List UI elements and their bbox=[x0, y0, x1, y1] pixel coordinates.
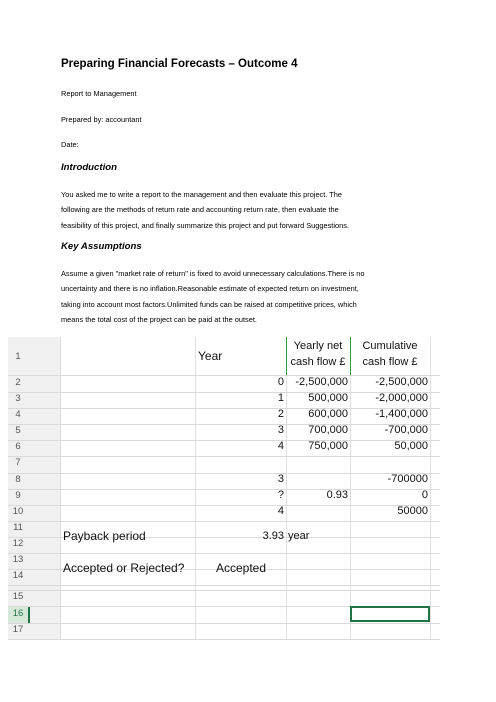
assumptions-paragraph bbox=[61, 266, 433, 327]
yearly-header-line1: Yearly net bbox=[293, 340, 343, 352]
row-gridline bbox=[8, 521, 440, 522]
yearly-header-line2: cash flow £ bbox=[290, 356, 346, 368]
cumulative-cell: 50,000 bbox=[394, 440, 428, 452]
row-number: 14 bbox=[12, 570, 24, 581]
intro-line: feasibility of this project, and finally summarize this project and put forward Suggestions. bbox=[61, 220, 349, 230]
intro-line: You asked me to write a report to the management and then evaluate this project. The bbox=[61, 190, 343, 199]
row-number: 12 bbox=[12, 538, 24, 549]
row-number: 15 bbox=[12, 591, 24, 602]
cumulative-cell: -2,000,000 bbox=[375, 392, 428, 404]
row-number: 16 bbox=[12, 608, 24, 619]
row-gridline bbox=[8, 553, 440, 554]
introduction-paragraph bbox=[61, 187, 433, 233]
cumulative-cell: -1,400,000 bbox=[375, 408, 428, 420]
yearly-cell: 600,000 bbox=[308, 408, 348, 420]
row-number: 13 bbox=[12, 554, 24, 565]
calc-year-cell: 4 bbox=[277, 505, 284, 517]
decision-label: Accepted or Rejected? bbox=[63, 561, 185, 575]
yearly-cell: 750,000 bbox=[308, 440, 348, 452]
year-cell: 3 bbox=[277, 424, 284, 436]
cumulative-header-line2: cash flow £ bbox=[362, 356, 418, 368]
row-number: 6 bbox=[15, 441, 21, 452]
decision-value: Accepted bbox=[216, 561, 267, 575]
payback-value: 3.93 bbox=[262, 530, 284, 542]
row-gridline bbox=[8, 623, 440, 624]
year-cell: 2 bbox=[277, 408, 284, 420]
assumption-line: Assume a given "market rate of return" is fixed to avoid unnecessary calculations.There is no bbox=[61, 269, 365, 278]
payback-unit: year bbox=[288, 530, 310, 542]
year-cell: 0 bbox=[277, 376, 284, 388]
row-number: 7 bbox=[15, 457, 21, 468]
introduction-heading: Introduction bbox=[61, 162, 117, 173]
row-number: 9 bbox=[15, 490, 21, 501]
row-gridline bbox=[8, 590, 440, 591]
cumulative-header-line1: Cumulative bbox=[362, 340, 418, 352]
row-gridline bbox=[8, 456, 440, 457]
prepared-by-line: Prepared by: accountant bbox=[61, 115, 142, 124]
cumulative-cell: -2,500,000 bbox=[375, 376, 428, 388]
row-number: 3 bbox=[15, 393, 21, 404]
row-gridline bbox=[8, 585, 440, 586]
row-number: 5 bbox=[15, 425, 21, 436]
year-cell: 4 bbox=[277, 440, 284, 452]
yearly-cell: 700,000 bbox=[308, 424, 348, 436]
intro-line: following are the methods of return rate and accounting return rate, then evaluate the bbox=[61, 205, 339, 215]
spreadsheet-image bbox=[8, 337, 440, 640]
row-number: 10 bbox=[12, 506, 24, 517]
calc-cumulative-cell: 0 bbox=[421, 489, 428, 501]
cumulative-cell: -700,000 bbox=[384, 424, 428, 436]
assumption-line: means the total cost of the project can be paid at the outset. bbox=[61, 314, 257, 324]
calc-cumulative-cell: 50000 bbox=[397, 505, 428, 517]
calc-fraction-cell: 0.93 bbox=[326, 489, 348, 501]
assumption-line: uncertainty and there is no inflation.Reasonable estimate of expected return on investment, bbox=[61, 284, 359, 294]
row-number: 2 bbox=[15, 377, 21, 388]
assumption-line: taking into account most factors.Unlimited funds can be raised at competitive prices, which bbox=[61, 299, 357, 309]
row-number: 8 bbox=[15, 474, 21, 485]
row-gridline bbox=[8, 639, 440, 640]
row-number: 1 bbox=[15, 351, 21, 362]
yearly-cell: 500,000 bbox=[308, 392, 348, 404]
active-cell-selection bbox=[350, 606, 430, 622]
row-number: 17 bbox=[12, 624, 24, 635]
row-number: 4 bbox=[15, 409, 21, 420]
row-number: 11 bbox=[13, 522, 23, 533]
calc-year-cell: ? bbox=[277, 489, 284, 501]
date-line: Date: bbox=[61, 140, 79, 149]
report-to-line: Report to Management bbox=[61, 89, 137, 98]
year-header: Year bbox=[198, 349, 223, 363]
year-cell: 1 bbox=[277, 392, 284, 404]
payback-label: Payback period bbox=[63, 529, 146, 543]
calc-cumulative-cell: -700000 bbox=[387, 473, 428, 485]
key-assumptions-heading: Key Assumptions bbox=[61, 241, 142, 252]
yearly-cell: -2,500,000 bbox=[295, 376, 348, 388]
calc-year-cell: 3 bbox=[277, 473, 284, 485]
report-title: Preparing Financial Forecasts – Outcome 4 bbox=[61, 58, 298, 70]
